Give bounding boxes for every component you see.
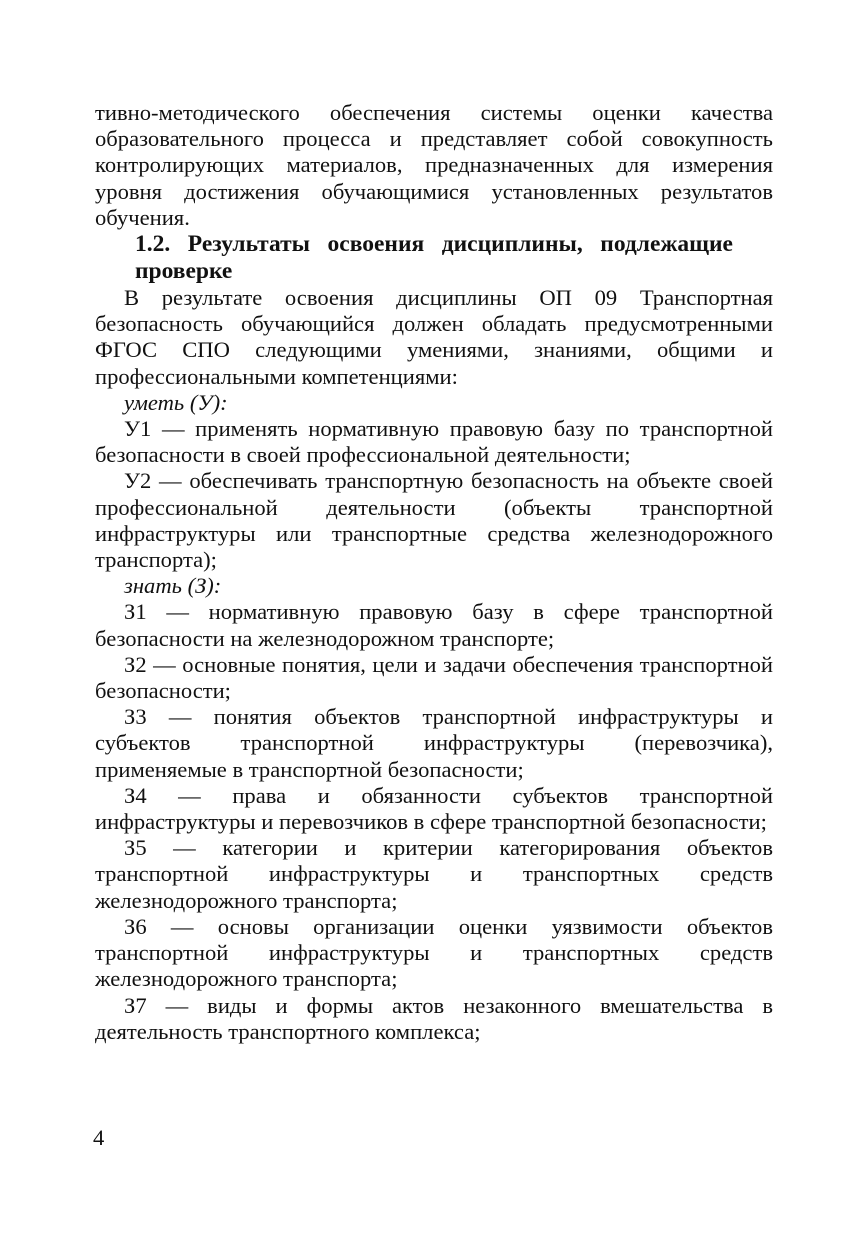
page-content [95,100,773,1045]
skill-item-u1: У1 — применять нормативную правовую базу по транспортной безопасности в своей профессиональной деятельности; [95,416,773,468]
lead-paragraph: В результате освоения дисциплины ОП 09 Транспортная безопасность обучающийся должен обладать предусмотренными ФГОС СПО следующими умениями, знаниями, общими и профессиональными компетенциями: [95,285,773,389]
page-number: 4 [93,1125,105,1150]
knowledge-label: знать (З): [124,573,222,599]
knowledge-item-z5: З5 — категории и критерии категорирования объектов транспортной инфраструктуры и транспортных средств железнодорожного транспорта; [95,835,773,913]
knowledge-item-z6: З6 — основы организации оценки уязвимости объектов транспортной инфраструктуры и транспортных средств железнодорожного транспорта; [95,913,773,992]
skills-label: уметь (У): [124,389,228,415]
knowledge-item-z1: З1 — нормативную правовую базу в сфере транспортной безопасности на железнодорожном транспорте; [95,599,773,651]
skill-item-u2: У2 — обеспечивать транспортную безопасность на объекте своей профессиональной деятельности (объекты транспортной инфраструктуры или транспортные средства железнодорожного транспорта); [95,468,773,573]
knowledge-item-z3: З3 — понятия объектов транспортной инфраструктуры и субъектов транспортной инфраструктуры (перевозчика), применяемые в транспортной безопасности; [95,704,773,782]
knowledge-item-z4: З4 — права и обязанности субъектов транспортной инфраструктуры и перевозчиков в сфере транспортной безопасности; [95,782,773,835]
section-heading: 1.2. Результаты освоения дисциплины, подлежащие проверке [135,231,733,285]
knowledge-item-z2: З2 — основные понятия, цели и задачи обеспечения транспортной безопасности; [95,651,773,704]
knowledge-item-z7: З7 — виды и формы актов незаконного вмешательства в деятельность транспортного комплекса; [95,992,773,1044]
intro-paragraph: тивно-методического обеспечения системы оценки качества образовательного процесса и представляет собой совокупность контролирующих материалов, предназначенных для измерения уровня достижения обучающимися установленных результатов обучения. [95,100,773,230]
